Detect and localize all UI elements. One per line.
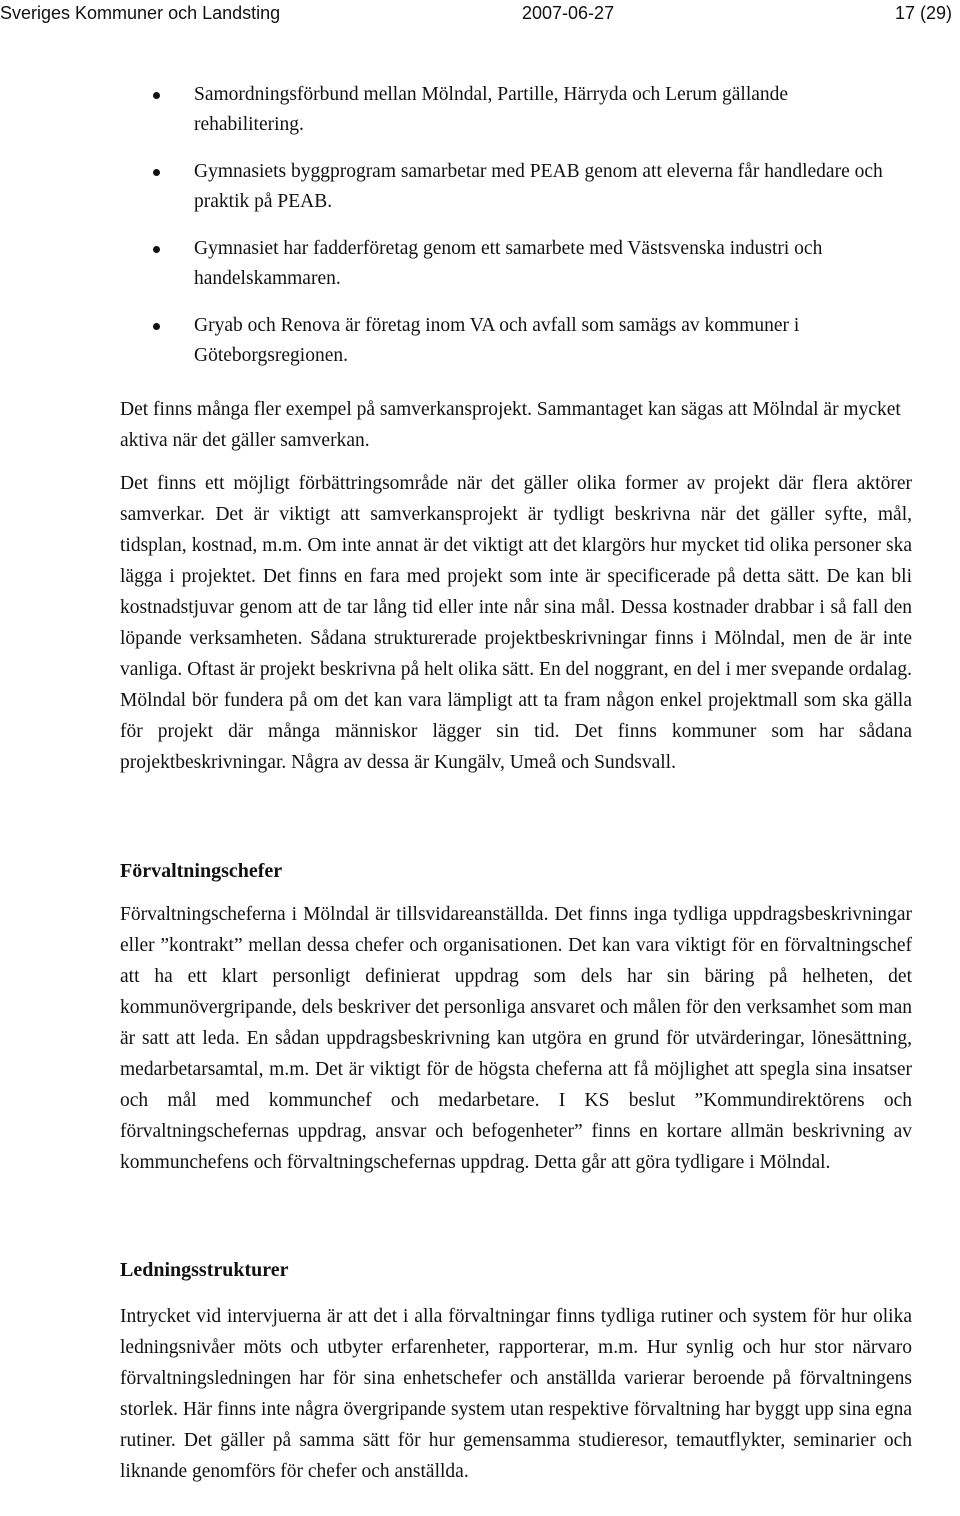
bullet-icon	[153, 246, 160, 253]
bullet-icon	[153, 92, 160, 99]
section-heading-forvaltningschefer: Förvaltningschefer	[120, 860, 283, 882]
list-item-text: Gryab och Renova är företag inom VA och avfall som samägs av kommuner i Göteborgsregionen.	[194, 315, 800, 366]
bullet-icon	[153, 169, 160, 176]
paragraph-forvaltningschefer: Förvaltningscheferna i Mölndal är tillsvidareanställda. Det finns inga tydliga uppdragsbeskrivningar eller ”kontrakt” mellan dessa chefer och organisationen. Det kan vara viktigt för en förvaltningschef att ha ett klart personligt definierat uppdrag som dels har sin bäring på helheten, det kommunövergripande, dels beskriver det personliga ansvaret och målen för den verksamhet som man är satt att leda. En sådan uppdragsbeskrivning kan utgöra en grund för utvärderingar, lönesättning, medarbetarsamtal, m.m. Det är viktigt för de högsta cheferna att få möjlighet att spegla sina insatser och mål med kommunchef och medarbetare. I KS beslut ”Kommundirektörens och förvaltningschefernas uppdrag, ansvar och befogenheter” finns en kortare allmän beskrivning av kommunchefens och förvaltningschefernas uppdrag. Detta går att göra tydligare i Mölndal.	[120, 904, 912, 1173]
list-item-text: Samordningsförbund mellan Mölndal, Partille, Härryda och Lerum gällande rehabilitering.	[194, 84, 789, 135]
list-item	[0, 80, 884, 140]
header-date: 2007-06-27	[522, 3, 615, 23]
list-item	[0, 311, 884, 371]
list-item	[0, 234, 884, 294]
paragraph-examples: Det finns många fler exempel på samverkansprojekt. Sammantaget kan sägas att Mölndal är mycket aktiva när det gäller samverkan.	[120, 399, 901, 451]
header-organization: Sveriges Kommuner och Landsting	[0, 3, 281, 23]
paragraph-improvement: Det finns ett möjligt förbättringsområde när det gäller olika former av projekt där flera aktörer samverkar. Det är viktigt att samverkansprojekt är tydligt beskrivna när det gäller syfte, mål, tidsplan, kostnad, m.m. Om inte annat är det viktigt att det klargörs hur mycket tid olika personer ska lägga i projektet. Det finns en fara med projekt som inte är specificerade på detta sätt. De kan bli kostnadstjuvar genom att de tar lång tid eller inte når sina mål. Dessa kostnader drabbar i så fall den löpande verksamheten. Sådana strukturerade projektbeskrivningar finns i Mölndal, men de är inte vanliga. Oftast är projekt beskrivna på helt olika sätt. En del noggrant, en del i mer svepande ordalag. Mölndal bör fundera på om det kan vara lämpligt att ta fram någon enkel projektmall som ska gälla för projekt där många människor lägger sin tid. Det finns kommuner som har sådana projektbeskrivningar. Några av dessa är Kungälv, Umeå och Sundsvall.	[120, 473, 912, 773]
list-item-text: Gymnasiet har fadderföretag genom ett samarbete med Västsvenska industri och handelskammaren.	[194, 238, 823, 289]
list-item	[0, 157, 884, 217]
bullet-list	[0, 80, 960, 388]
section-heading-ledningsstrukturer: Ledningsstrukturer	[120, 1259, 289, 1281]
header-page-number: 17 (29)	[894, 3, 952, 23]
bullet-icon	[153, 323, 160, 330]
paragraph-ledningsstrukturer: Intrycket vid intervjuerna är att det i alla förvaltningar finns tydliga rutiner och system för hur olika ledningsnivåer möts och utbyter erfarenheter, rapporterar, m.m. Hur synlig och hur stor närvaro förvaltningsledningen har för sina enhetschefer och anställda varierar beroende på förvaltningens storlek. Här finns inte några övergripande system utan respektive förvaltning har byggt upp sina egna rutiner. Det gäller på samma sätt för hur gemensamma studieresor, temautflykter, seminarier och liknande genomförs för chefer och anställda.	[120, 1306, 912, 1482]
page-header	[0, 0, 960, 26]
list-item-text: Gymnasiets byggprogram samarbetar med PEAB genom att eleverna får handledare och praktik på PEAB.	[194, 161, 883, 212]
